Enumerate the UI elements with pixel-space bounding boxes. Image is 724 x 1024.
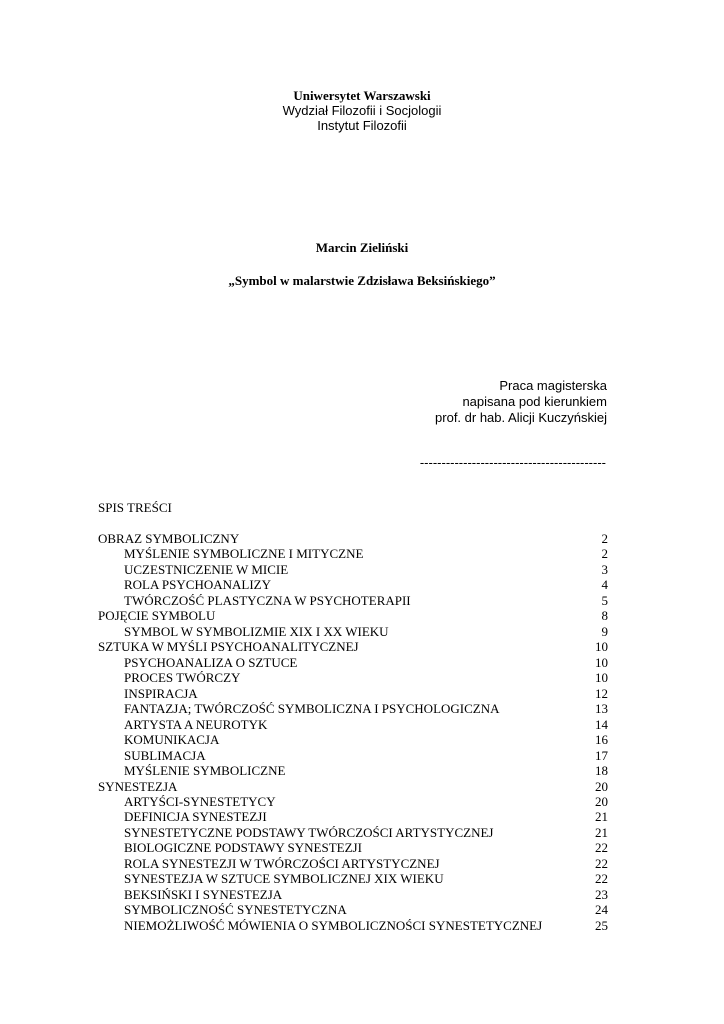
toc-subentry — [98, 856, 608, 871]
toc-entry-title: SYNESTEZJA — [98, 778, 178, 794]
toc-subentry — [98, 871, 608, 886]
toc-entry-title: PSYCHOANALIZA O SZTUCE — [124, 654, 298, 670]
toc-entry — [98, 779, 608, 794]
toc-entry-title: DEFINICJA SYNESTEZJI — [124, 809, 267, 825]
toc-entry-title: MYŚLENIE SYMBOLICZNE — [124, 763, 286, 779]
toc-entry-title: ROLA PSYCHOANALIZY — [124, 577, 271, 593]
toc-entry-title: SYMBOL W SYMBOLIZMIE XIX I XX WIEKU — [124, 623, 389, 639]
toc-subentry — [98, 809, 608, 824]
toc-entry-title: OBRAZ SYMBOLICZNY — [98, 531, 240, 546]
faculty-name: Wydział Filozofii i Socjologii — [282, 103, 442, 118]
toc-entry-page: 20 — [595, 793, 608, 809]
toc-subentry — [98, 686, 608, 701]
toc-subentry — [98, 562, 608, 577]
toc-entry — [98, 639, 608, 654]
toc-subentry — [98, 840, 608, 855]
toc-entry-page: 8 — [601, 608, 608, 624]
toc-subentry — [98, 794, 608, 809]
toc-entry-page: 3 — [601, 561, 608, 577]
toc-entry-page: 21 — [595, 809, 608, 825]
signature-line: ------------------------------------------- — [419, 455, 606, 470]
toc-subentry — [98, 717, 608, 732]
toc-entry-title: ARTYSTA A NEUROTYK — [124, 716, 268, 732]
toc-entry-title: SYNESTETYCZNE PODSTAWY TWÓRCZOŚCI ARTYSTYCZNEJ — [124, 824, 494, 840]
toc-heading: SPIS TREŚCI — [98, 500, 172, 515]
toc-subentry — [98, 732, 608, 747]
toc-entry-title: FANTAZJA; TWÓRCZOŚĆ SYMBOLICZNA I PSYCHOLOGICZNA — [124, 701, 500, 717]
toc-entry-page: 22 — [595, 855, 608, 871]
institution-header — [0, 88, 724, 133]
toc-subentry — [98, 701, 608, 716]
toc-entry — [98, 608, 608, 623]
toc-entry-page: 12 — [595, 685, 608, 701]
toc-entry-title: ARTYŚCI-SYNESTETYCY — [124, 793, 276, 809]
university-name: Uniwersytet Warszawski — [293, 88, 431, 103]
table-of-contents — [98, 531, 608, 933]
toc-entry-page: 14 — [595, 716, 608, 732]
toc-entry-page: 20 — [595, 778, 608, 794]
toc-entry-title: PROCES TWÓRCZY — [124, 670, 241, 686]
toc-entry-page: 2 — [601, 546, 608, 562]
toc-subentry — [98, 577, 608, 592]
toc-entry-page: 4 — [601, 577, 608, 593]
toc-entry-page: 18 — [595, 763, 608, 779]
toc-entry-title: MYŚLENIE SYMBOLICZNE I MITYCZNE — [124, 546, 364, 562]
thesis-supervision: napisana pod kierunkiem — [462, 394, 607, 409]
toc-entry-title: TWÓRCZOŚĆ PLASTYCZNA W PSYCHOTERAPII — [124, 592, 411, 608]
toc-entry-title: BIOLOGICZNE PODSTAWY SYNESTEZJI — [124, 840, 362, 856]
toc-entry-page: 9 — [601, 623, 608, 639]
toc-entry-page: 2 — [601, 531, 608, 546]
toc-entry-page: 10 — [595, 670, 608, 686]
toc-entry-page: 13 — [595, 701, 608, 717]
toc-subentry — [98, 748, 608, 763]
thesis-type: Praca magisterska — [499, 378, 607, 393]
toc-subentry — [98, 887, 608, 902]
toc-entry — [98, 531, 608, 546]
toc-entry-title: UCZESTNICZENIE W MICIE — [124, 561, 289, 577]
toc-entry-page: 25 — [595, 917, 608, 933]
toc-subentry — [98, 593, 608, 608]
toc-entry-title: SYNESTEZJA W SZTUCE SYMBOLICZNEJ XIX WIEKU — [124, 871, 444, 887]
toc-subentry — [98, 763, 608, 778]
toc-entry-title: POJĘCIE SYMBOLU — [98, 608, 216, 624]
toc-entry-title: SZTUKA W MYŚLI PSYCHOANALITYCZNEJ — [98, 639, 359, 655]
toc-entry-title: KOMUNIKACJA — [124, 732, 220, 748]
toc-subentry — [98, 624, 608, 639]
toc-entry-page: 10 — [595, 654, 608, 670]
toc-entry-title: SUBLIMACJA — [124, 747, 206, 763]
toc-entry-page: 10 — [595, 639, 608, 655]
toc-entry-title: INSPIRACJA — [124, 685, 198, 701]
toc-subentry — [98, 918, 608, 933]
toc-entry-title: NIEMOŻLIWOŚĆ MÓWIENIA O SYMBOLICZNOŚCI SYNESTETYCZNEJ — [124, 917, 543, 933]
institute-name: Instytut Filozofii — [317, 118, 407, 133]
toc-entry-page: 5 — [601, 592, 608, 608]
toc-entry-page: 23 — [595, 886, 608, 902]
author-name: Marcin Zieliński — [315, 240, 409, 255]
toc-entry-title: SYMBOLICZNOŚĆ SYNESTETYCZNA — [124, 902, 347, 918]
toc-subentry — [98, 546, 608, 561]
thesis-title: „Symbol w malarstwie Zdzisława Beksińskiego” — [228, 273, 496, 288]
toc-subentry — [98, 902, 608, 917]
toc-subentry — [98, 670, 608, 685]
toc-entry-title: BEKSIŃSKI I SYNESTEZJA — [124, 886, 283, 902]
toc-entry-page: 22 — [595, 840, 608, 856]
toc-entry-title: ROLA SYNESTEZJI W TWÓRCZOŚCI ARTYSTYCZNEJ — [124, 855, 440, 871]
thesis-supervisor: prof. dr hab. Alicji Kuczyńskiej — [435, 410, 607, 425]
toc-entry-page: 21 — [595, 824, 608, 840]
toc-entry-page: 17 — [595, 747, 608, 763]
toc-entry-page: 22 — [595, 871, 608, 887]
toc-entry-page: 24 — [595, 902, 608, 918]
toc-subentry — [98, 655, 608, 670]
toc-entry-page: 16 — [595, 732, 608, 748]
toc-subentry — [98, 825, 608, 840]
thesis-info — [435, 378, 607, 426]
